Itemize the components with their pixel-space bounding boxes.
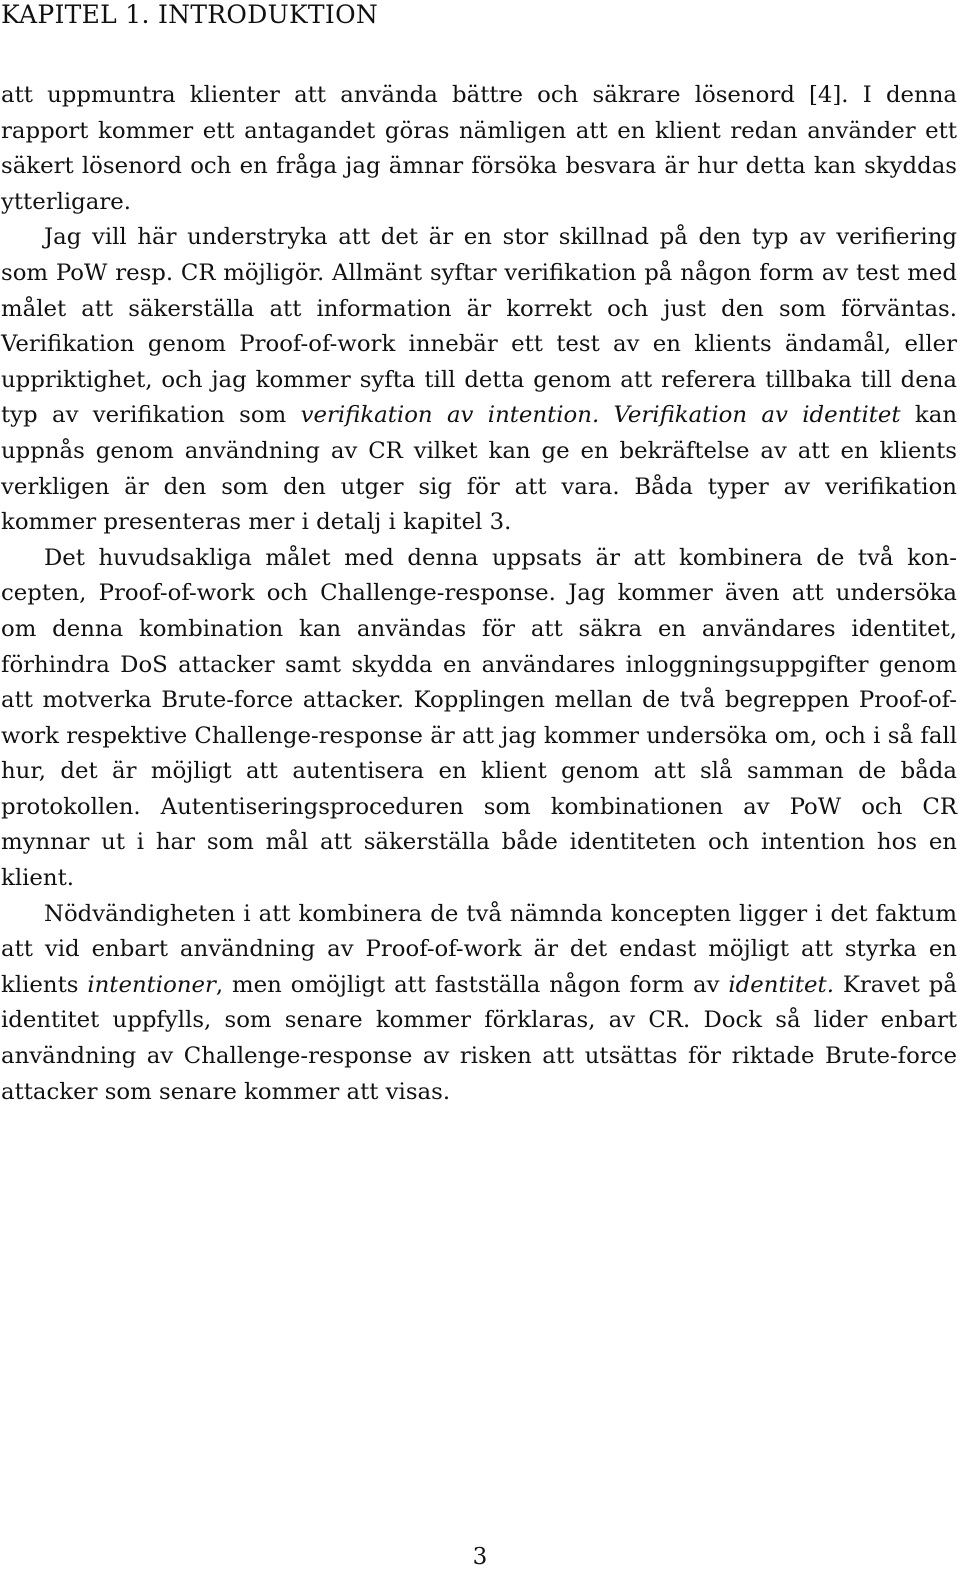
paragraph-2-text-c: kan uppnås genom användning av CR vilket kan ge en bekräftelse av att en klients verkligen är den som den utger sig för att vara. Båda typer av verifikation kommer presenteras mer i detalj i kapitel 3.	[1, 402, 957, 536]
paragraph-4-text-a: Nödvändigheten i att kombinera de två nämnda koncepten ligger i det faktum att vid enbart användning av Proof-of-work är det endast möjligt att styrka en klients	[1, 900, 957, 998]
body-text	[1, 78, 957, 1110]
paragraph-4-text-b: , men omöjligt att fastställa någon form av	[215, 971, 729, 998]
paragraph-2-emphasis-1: verifikation av intention.	[300, 402, 600, 429]
paragraph-4	[1, 897, 957, 1111]
paragraph-2-text-a: Jag vill här understryka att det är en stor skillnad på den typ av verifiering som PoW resp. CR möjligör. Allmänt syftar verifikation på någon form av test med målet att säkerställa att information är korrekt och just den som förväntas. Verifikation genom Proof-of-work innebär ett test av en klients ändamål, eller uppriktighet, och jag kommer syfta till detta genom att referera tillbaka till dena typ av verifikation som	[1, 224, 957, 429]
paragraph-3: Det huvudsakliga målet med denna uppsats är att kombinera de två koncepten, Proof-of-work och Challenge-response. Jag kommer även att undersöka om denna kombination kan användas för att säkra en användares identitet, förhindra DoS attacker samt skydda en användares inloggningsuppgifter genom att motverka Brute-force attacker. Kopplingen mellan de två begreppen Proof-of-work respektive Challenge-response är att jag kommer undersöka om, och i så fall hur, det är möjligt att autentisera en klient genom att slå samman de båda protokollen. Autentiseringsproceduren som kombinationen av PoW och CR mynnar ut i har som mål att säkerställa både identiteten och intention hos en klient.	[1, 544, 957, 892]
paragraph-2-text-b	[599, 402, 613, 428]
paragraph-2	[1, 220, 957, 540]
page-number: 3	[472, 1544, 488, 1570]
paragraph-1: att uppmuntra klienter att använda bättre och säkrare lösenord [4]. I denna rapport kommer ett antagandet göras nämligen att en klient redan använder ett säkert lösenord och en fråga jag ämnar försöka besvara är hur detta kan skyddas ytterligare.	[1, 82, 957, 215]
running-head: KAPITEL 1. INTRODUKTION	[1, 0, 379, 29]
paragraph-4-text-c: Kravet på identitet uppfylls, som senare kommer förklaras, av CR. Dock så lider enbart användning av Challenge-response av risken att utsättas för riktade Brute-force attacker som senare kommer att visas.	[1, 971, 957, 1105]
paragraph-4-emphasis-2: identitet.	[728, 971, 834, 998]
paragraph-2-emphasis-2: Verifikation av identitet	[613, 402, 901, 429]
paragraph-4-emphasis-1: intentioner	[87, 971, 216, 998]
